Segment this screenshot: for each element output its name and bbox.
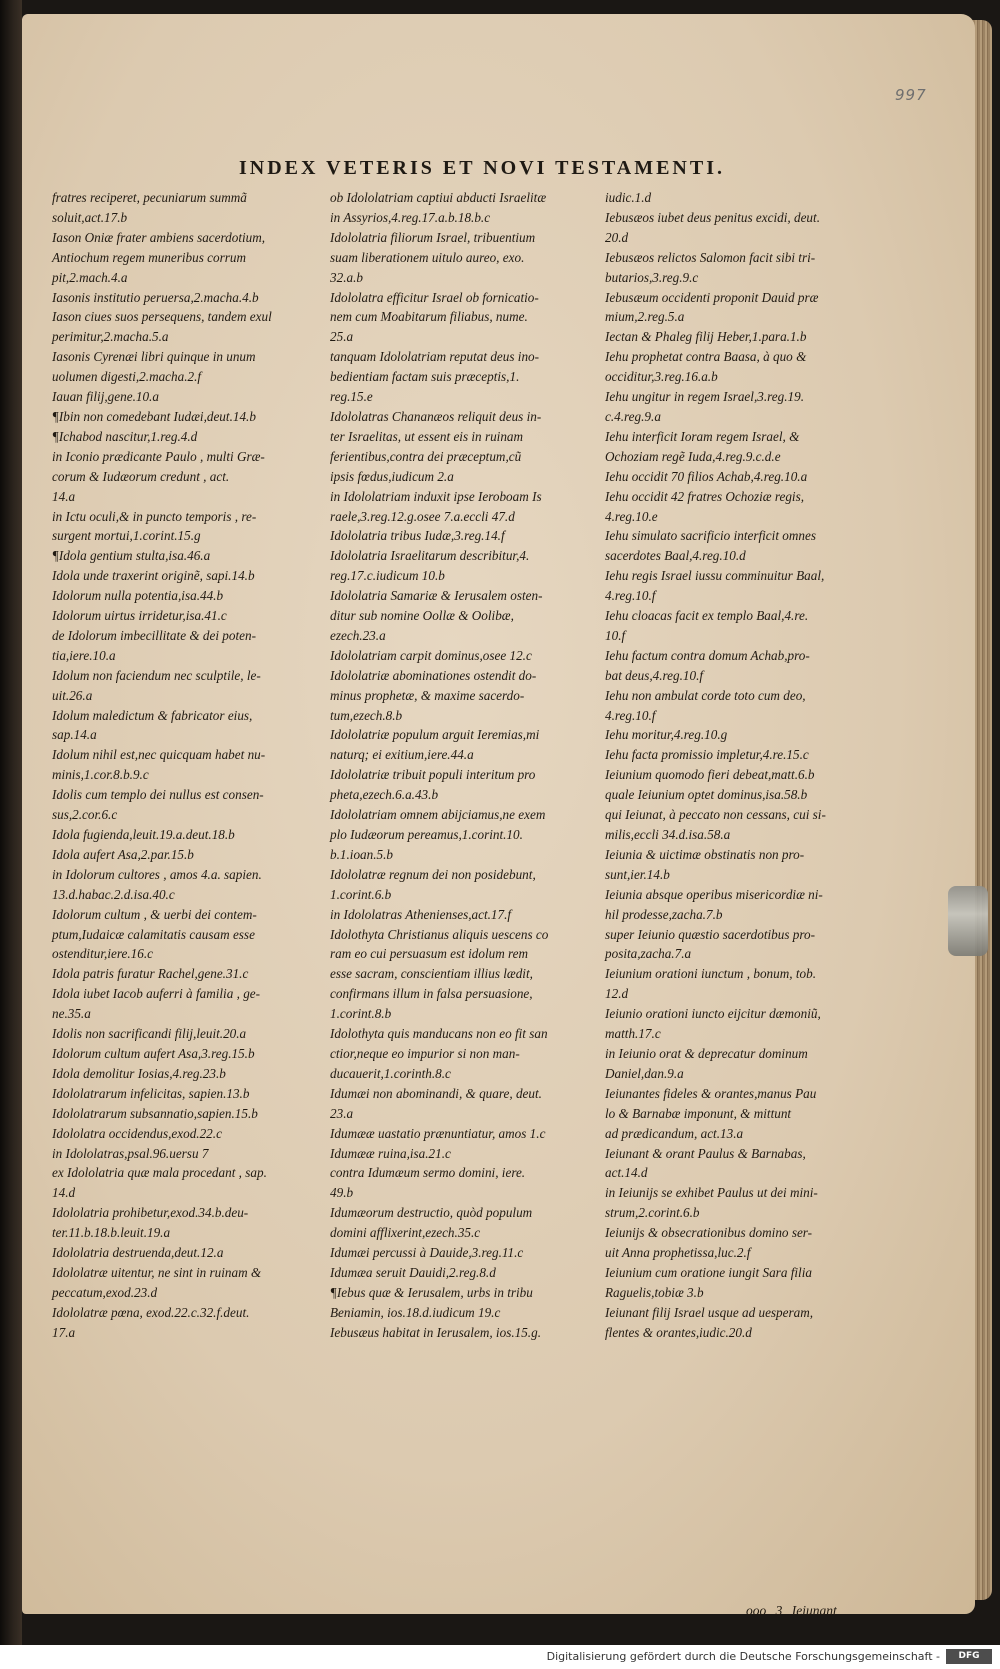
index-line: ram eo cui persuasum est idolum rem <box>330 946 529 962</box>
index-line: Idololatra occidendus,exod.22.c <box>52 1125 222 1141</box>
index-line: qui Ieiunat, à peccato non cessans, cui si- <box>605 807 826 823</box>
index-line: 25.a <box>330 329 354 345</box>
index-line: Iauan filij,gene.10.a <box>52 389 159 405</box>
index-line: in Idololatras,psal.96.uersu 7 <box>52 1145 209 1161</box>
index-line: Idolothyta quis manducans non eo fit san <box>330 1026 548 1042</box>
index-line: strum,2.corint.6.b <box>605 1205 700 1221</box>
index-line: Idola fugienda,leuit.19.a.deut.18.b <box>52 827 235 842</box>
index-line: Idumæorum destructio, quòd populum <box>330 1205 533 1221</box>
index-line: confirmans illum in falsa persuasione, <box>330 986 533 1002</box>
index-line: Iebusæum occidenti proponit Dauid præ <box>605 289 819 305</box>
index-line: Idolum non faciendum nec sculptile, le- <box>52 667 261 683</box>
index-line: ne.35.a <box>52 1006 91 1022</box>
index-line: uit.26.a <box>52 687 93 703</box>
index-line: Ieiunio orationi iuncto eijcitur dæmoniũ, <box>605 1006 821 1022</box>
index-line: ex Idololatria quæ mala procedant , sap. <box>52 1165 267 1181</box>
index-line: ducauerit,1.corinth.8.c <box>330 1065 451 1081</box>
index-line: Idololatræ uitentur, ne sint in ruinam & <box>52 1264 262 1280</box>
index-line: Iectan & Phaleg filij Heber,1.para.1.b <box>605 329 807 345</box>
index-line: Ochoziam regẽ Iuda,4.reg.9.c.d.e <box>605 448 781 464</box>
index-line: in Iconio prædicante Paulo , multi Græ- <box>52 448 265 464</box>
index-line: butarios,3.reg.9.c <box>605 269 699 285</box>
index-line: 14.a <box>52 488 76 504</box>
index-line: Idololatriam carpit dominus,osee 12.c <box>330 647 532 663</box>
index-line: Iebusæos iubet deus penitus excidi, deut. <box>605 209 820 225</box>
index-line: Idololatria Samariæ & Ierusalem osten- <box>330 588 543 604</box>
index-line: 4.reg.10.e <box>605 508 658 524</box>
index-line: tia,iere.10.a <box>52 647 116 663</box>
index-line: Idolorum cultum aufert Asa,3.reg.15.b <box>52 1045 255 1061</box>
index-line: 32.a.b <box>330 269 363 285</box>
index-line: Iehu ungitur in regem Israel,3.reg.19. <box>605 389 805 405</box>
index-line: super Ieiunio quæstio sacerdotibus pro- <box>605 926 816 942</box>
index-line: de Idolorum imbecillitate & dei poten- <box>52 627 256 643</box>
index-line: Ieiunium orationi iunctum , bonum, tob. <box>605 966 816 982</box>
index-line: Iebusæos relictos Salomon facit sibi tri- <box>605 249 816 265</box>
index-line: ditur sub nomine Oollæ & Oolibæ, <box>330 608 514 624</box>
index-line: Idolis non sacrificandi filij,leuit.20.a <box>52 1026 247 1042</box>
index-line: minis,1.cor.8.b.9.c <box>52 767 149 783</box>
index-line: Idolothyta Christianus aliquis uescens co <box>330 926 549 942</box>
index-line: Idolum nihil est,nec quicquam habet nu- <box>52 747 266 763</box>
index-line: hil prodesse,zacha.7.b <box>605 906 723 922</box>
folio-number: 997 <box>895 86 927 104</box>
index-line: 49.b <box>330 1185 354 1201</box>
index-line: 13.d.habac.2.d.isa.40.c <box>52 886 175 902</box>
index-line: 1.corint.6.b <box>330 886 392 902</box>
index-line: in Idololatras Athenienses,act.17.f <box>330 906 512 922</box>
index-line: tanquam Idololatriam reputat deus ino- <box>330 349 540 365</box>
index-line: Antiochum regem muneribus corrum <box>52 249 247 265</box>
page-clip <box>948 886 988 956</box>
index-line: Idola unde traxerint originẽ, sapi.14.b <box>52 568 255 584</box>
index-line: ptum,Iudaicæ calamitatis causam esse <box>52 926 255 942</box>
index-line: iudic.1.d <box>605 190 652 205</box>
index-line: occiditur,3.reg.16.a.b <box>605 369 718 385</box>
index-line: bedientiam factam suis præceptis,1. <box>330 369 520 385</box>
index-line: flentes & orantes,iudic.20.d <box>605 1324 752 1340</box>
index-line: Iehu facta promissio impletur,4.re.15.c <box>605 747 809 763</box>
index-line: Iehu moritur,4.reg.10.g <box>605 727 728 743</box>
index-line: Ieiunant & orant Paulus & Barnabas, <box>605 1145 806 1161</box>
index-line: Iehu factum contra domum Achab,pro- <box>605 647 810 663</box>
index-line: Idololatria destruenda,deut.12.a <box>52 1245 224 1261</box>
index-line: Ieiunia & uictimæ obstinatis non pro- <box>605 846 805 862</box>
index-line: plo Iudæorum pereamus,1.corint.10. <box>330 827 523 842</box>
index-line: Ieiunium quomodo fieri debeat,matt.6.b <box>605 767 815 783</box>
index-line: Iason ciues suos persequens, tandem exul <box>52 309 272 325</box>
index-line: Idumææ uastatio prænuntiatur, amos 1.c <box>330 1125 546 1141</box>
index-line: Iehu simulato sacrificio interficit omnes <box>605 528 816 544</box>
index-line: lo & Barnabæ imponunt, & mittunt <box>605 1105 792 1121</box>
index-line: ter Israelitas, ut essent eis in ruinam <box>330 428 524 444</box>
index-line: 4.reg.10.f <box>605 707 656 723</box>
index-line: Iehu interficit Ioram regem Israel, & <box>605 428 800 444</box>
index-line: Raguelis,tobiæ 3.b <box>605 1284 704 1300</box>
index-line: Idumæi percussi à Dauide,3.reg.11.c <box>330 1245 524 1261</box>
index-line: act.14.d <box>605 1165 648 1181</box>
index-line: Iehu occidit 70 filios Achab,4.reg.10.a <box>605 468 808 484</box>
index-line: in Ieiunio orat & deprecatur dominum <box>605 1045 808 1061</box>
index-line: Ieiunia absque operibus misericordiæ ni- <box>605 886 823 902</box>
index-line: milis,eccli 34.d.isa.58.a <box>605 827 731 842</box>
index-line: Idolum maledictum & fabricator eius, <box>52 707 253 723</box>
index-line: Iebusæus habitat in Ierusalem, ios.15.g. <box>330 1324 541 1340</box>
index-column-3 <box>605 188 877 1343</box>
index-line: Iehu occidit 42 fratres Ochoziæ regis, <box>605 488 805 504</box>
index-line: naturq; ei exitium,iere.44.a <box>330 747 474 763</box>
index-line: sunt,ier.14.b <box>605 866 670 882</box>
index-line: peccatum,exod.23.d <box>52 1284 158 1300</box>
index-line: Daniel,dan.9.a <box>605 1065 684 1081</box>
index-line: Beniamin, ios.18.d.iudicum 19.c <box>330 1304 501 1320</box>
index-line: ostenditur,iere.16.c <box>52 946 153 962</box>
index-line: quale Ieiunium optet dominus,isa.58.b <box>605 787 808 803</box>
index-line: corum & Iudæorum credunt , act. <box>52 468 230 484</box>
index-line: surgent mortui,1.corint.15.g <box>52 528 201 544</box>
index-line: Idololatriam omnem abijciamus,ne exem <box>330 807 546 823</box>
index-column-1 <box>52 188 310 1343</box>
catchword: ooo 3 Ieiunant <box>746 1603 837 1618</box>
index-line: Iehu non ambulat corde toto cum deo, <box>605 687 806 703</box>
index-line: contra Idumæum sermo domini, iere. <box>330 1165 526 1181</box>
index-line: Iasonis institutio peruersa,2.macha.4.b <box>52 289 259 305</box>
index-line: Idolis cum templo dei nullus est consen- <box>52 787 264 803</box>
index-line: in Idolorum cultores , amos 4.a. sapien. <box>52 866 262 882</box>
index-column-2 <box>330 188 585 1343</box>
index-line: Idolorum nulla potentia,isa.44.b <box>52 588 224 604</box>
index-line: Idololatriæ tribuit populi interitum pro <box>330 767 536 783</box>
index-line: Idumæa seruit Dauidi,2.reg.8.d <box>330 1264 496 1280</box>
index-line: Iehu regis Israel iussu comminuitur Baal, <box>605 568 825 584</box>
index-line: Iasonis Cyrenæi libri quinque in unum <box>52 349 256 365</box>
index-line: ad prædicandum, act.13.a <box>605 1125 744 1141</box>
index-line: sacerdotes Baal,4.reg.10.d <box>605 548 746 564</box>
index-line: ¶Idola gentium stulta,isa.46.a <box>52 548 211 564</box>
index-line: ¶Iebus quæ & Ierusalem, urbs in tribu <box>330 1284 533 1300</box>
index-line: in Assyrios,4.reg.17.a.b.18.b.c <box>330 209 491 225</box>
index-line: Idola iubet Iacob auferri à familia , ge- <box>52 986 261 1002</box>
index-line: posita,zacha.7.a <box>605 946 692 962</box>
index-line: ctior,neque eo impurior si non man- <box>330 1045 520 1061</box>
index-line: c.4.reg.9.a <box>605 408 661 424</box>
index-line: raele,3.reg.12.g.osee 7.a.eccli 47.d <box>330 508 515 524</box>
index-line: sus,2.cor.6.c <box>52 807 118 823</box>
index-line: Idumæi non abominandi, & quare, deut. <box>330 1085 542 1101</box>
index-line: ¶Ichabod nascitur,1.reg.4.d <box>52 428 198 444</box>
index-line: suam liberationem uitulo aureo, exo. <box>330 249 525 265</box>
index-line: Ieiunant filij Israel usque ad uesperam, <box>605 1304 814 1320</box>
index-line: ipsis fœdus,iudicum 2.a <box>330 468 454 484</box>
index-line: Idola patris furatur Rachel,gene.31.c <box>52 966 249 982</box>
index-line: Idumææ ruina,isa.21.c <box>330 1145 451 1161</box>
index-line: Idololatria Israelitarum describitur,4. <box>330 548 530 564</box>
index-line: Iehu cloacas facit ex templo Baal,4.re. <box>605 608 809 624</box>
index-line: bat deus,4.reg.10.f <box>605 667 704 683</box>
index-line: Idololatræ regnum dei non posidebunt, <box>330 866 536 882</box>
index-line: Ieiunium cum oratione iungit Sara filia <box>605 1264 812 1280</box>
footer-credit: Digitalisierung gefördert durch die Deutsche Forschungsgemeinschaft - <box>546 1650 940 1663</box>
index-line: ob Idololatriam captiui abducti Israelitæ <box>330 190 547 205</box>
index-line: tum,ezech.8.b <box>330 707 403 723</box>
index-line: 4.reg.10.f <box>605 588 656 604</box>
footer-bar <box>0 1645 1000 1669</box>
index-line: uolumen digesti,2.macha.2.f <box>52 369 202 385</box>
index-line: ferientibus,contra dei præceptum,cũ <box>330 448 522 464</box>
index-line: minus prophetæ, & maxime sacerdo- <box>330 687 525 703</box>
index-line: matth.17.c <box>605 1026 661 1042</box>
index-line: ezech.23.a <box>330 627 386 643</box>
index-line: nem cum Moabitarum filiabus, nume. <box>330 309 528 325</box>
index-line: Idolorum uirtus irridetur,isa.41.c <box>52 608 227 624</box>
index-line: Iason Oniæ frater ambiens sacerdotium, <box>52 229 266 245</box>
index-line: Idololatrarum subsannatio,sapien.15.b <box>52 1105 258 1121</box>
index-line: reg.15.e <box>330 389 373 405</box>
index-line: Ieiunijs & obsecrationibus domino ser- <box>605 1225 813 1241</box>
index-line: reg.17.c.iudicum 10.b <box>330 568 445 584</box>
index-line: 23.a <box>330 1105 354 1121</box>
index-line: Idololatras Chananæos reliquit deus in- <box>330 408 542 424</box>
index-line: Iehu prophetat contra Baasa, à quo & <box>605 349 807 365</box>
index-line: 17.a <box>52 1324 76 1340</box>
index-line: domini afflixerint,ezech.35.c <box>330 1225 481 1241</box>
index-line: Idololatrarum infelicitas, sapien.13.b <box>52 1085 250 1101</box>
index-line: esse sacram, conscientiam illius lædit, <box>330 966 533 982</box>
index-line: mium,2.reg.5.a <box>605 309 685 325</box>
index-line: pit,2.mach.4.a <box>52 269 128 285</box>
index-line: in Ictu oculi,& in puncto temporis , re- <box>52 508 257 524</box>
index-line: Idola aufert Asa,2.par.15.b <box>52 846 194 862</box>
index-line: Idololatra efficitur Israel ob fornicatio- <box>330 289 539 305</box>
index-line: 20.d <box>605 229 629 245</box>
index-line: fratres reciperet, pecuniarum summã <box>52 190 247 205</box>
index-line: ¶Ibin non comedebant Iudæi,deut.14.b <box>52 408 256 424</box>
index-line: pheta,ezech.6.a.43.b <box>330 787 439 803</box>
index-line: Idolorum cultum , & uerbi dei contem- <box>52 906 257 922</box>
index-line: Idola demolitur Iosias,4.reg.23.b <box>52 1065 226 1081</box>
dfg-logo: DFG <box>946 1649 992 1664</box>
running-header: INDEX VETERIS ET NOVI TESTAMENTI. <box>239 157 725 179</box>
book-binding <box>0 0 22 1645</box>
index-line: 14.d <box>52 1185 76 1201</box>
index-line: b.1.ioan.5.b <box>330 846 394 862</box>
index-line: soluit,act.17.b <box>52 209 128 225</box>
index-line: in Ieiunijs se exhibet Paulus ut dei mini- <box>605 1185 818 1201</box>
index-line: sap.14.a <box>52 727 97 743</box>
index-line: Idololatria tribus Iudæ,3.reg.14.f <box>330 528 505 544</box>
index-line: 12.d <box>605 986 629 1002</box>
index-line: Idololatria prohibetur,exod.34.b.deu- <box>52 1205 249 1221</box>
index-line: uit Anna prophetissa,luc.2.f <box>605 1245 751 1261</box>
index-line: 1.corint.8.b <box>330 1006 392 1022</box>
index-line: 10.f <box>605 627 626 643</box>
index-line: Ieiunantes fideles & orantes,manus Pau <box>605 1085 817 1101</box>
index-line: ter.11.b.18.b.leuit.19.a <box>52 1225 171 1241</box>
index-line: perimitur,2.macha.5.a <box>52 329 169 345</box>
index-line: Idololatriæ populum arguit Ieremias,mi <box>330 727 540 743</box>
index-line: Idololatriæ abominationes ostendit do- <box>330 667 537 683</box>
index-line: Idololatria filiorum Israel, tribuentium <box>330 229 536 245</box>
index-line: in Idololatriam induxit ipse Ieroboam Is <box>330 488 542 504</box>
index-line: Idololatræ pœna, exod.22.c.32.f.deut. <box>52 1304 250 1320</box>
